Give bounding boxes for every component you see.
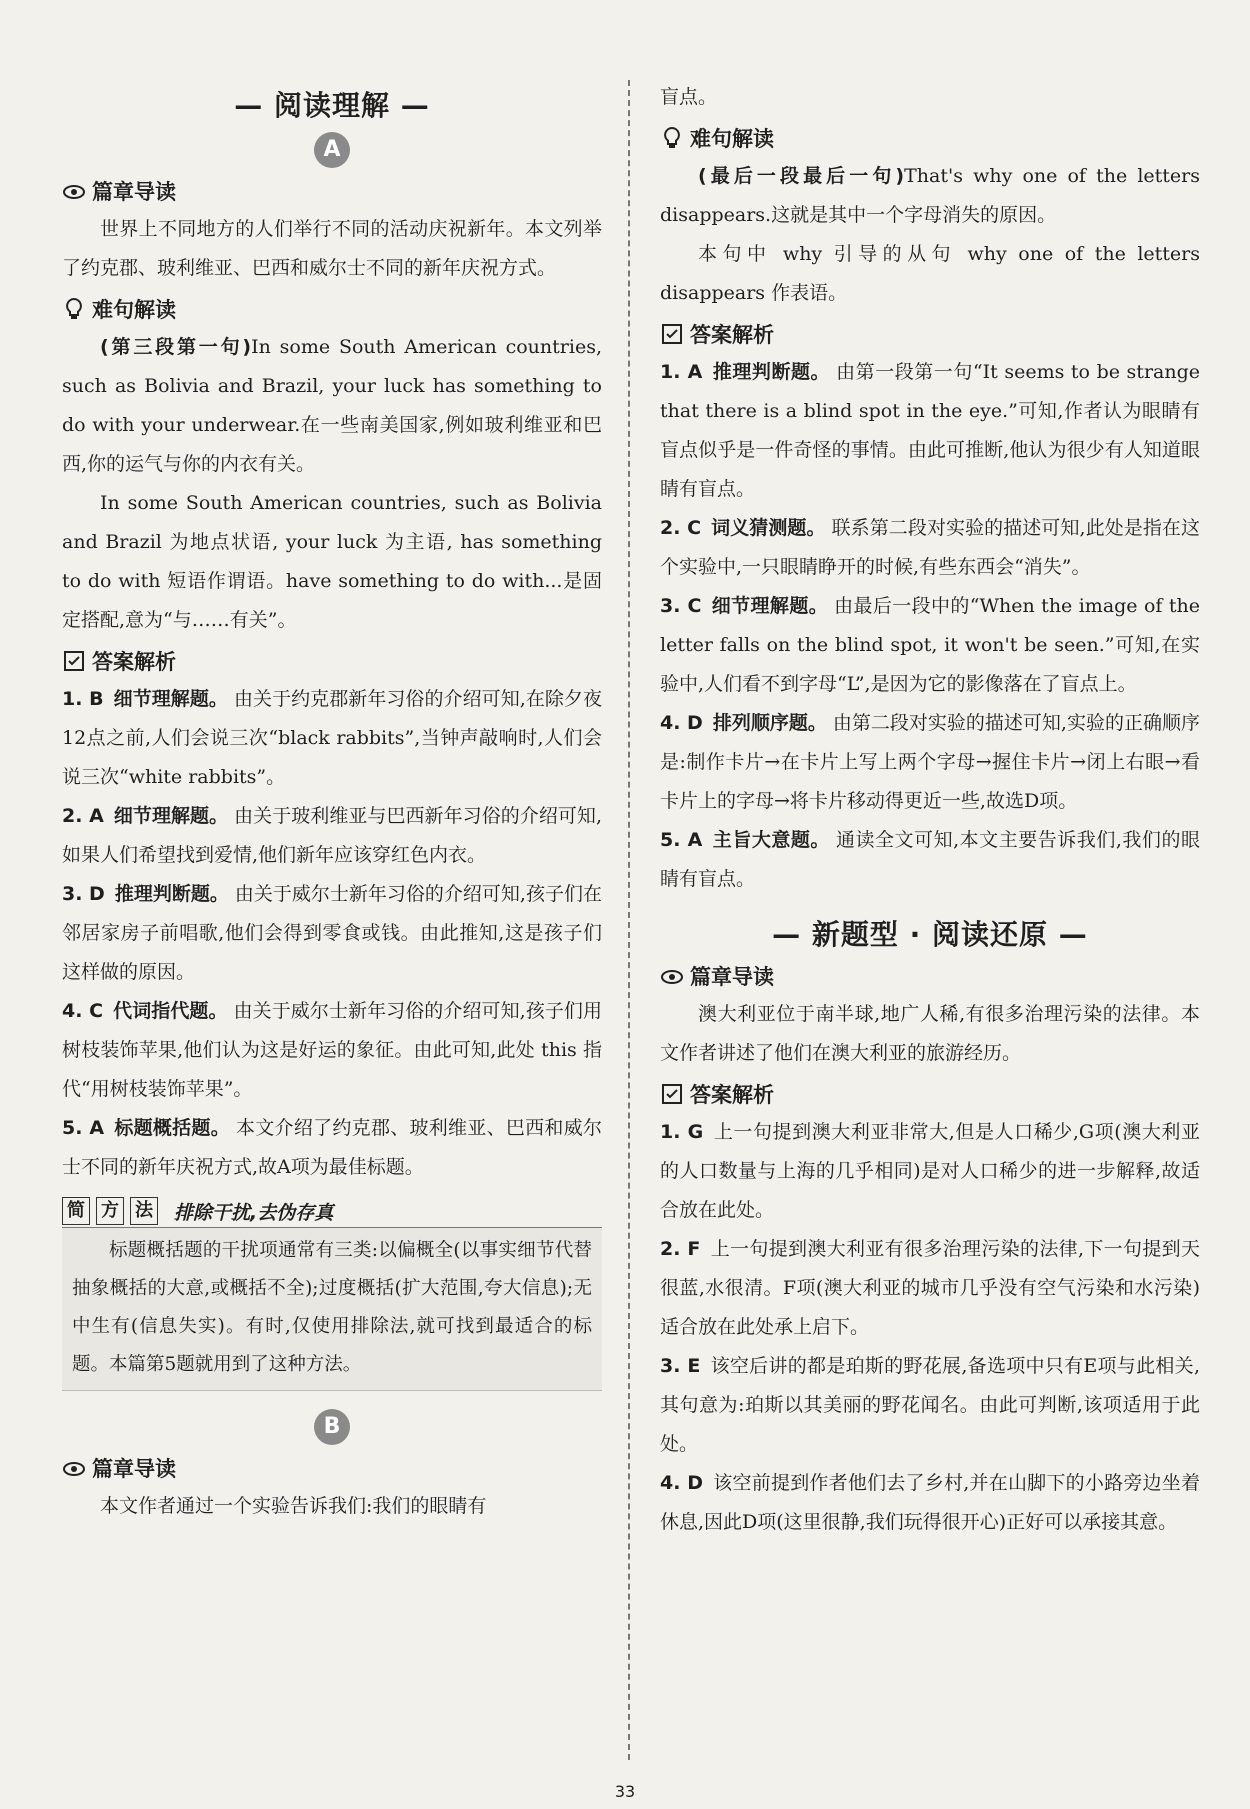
answer-heading: 答案解析 [660,1079,1200,1109]
hard-analysis: In some South American countries, such as Bolivia and Brazil 为地点状语, your luck 为主语, has something to do with 短语作谓语。have something to do with...是固定搭配,意为“与……有关”。 [62,492,602,631]
answer-item: 4. C 代词指代题。 由关于威尔士新年习俗的介绍可知,孩子们用树枝装饰苹果,他们认为这是好运的象征。由此可知,此处 this 指代“用树枝装饰苹果”。 [62,1000,602,1100]
lightbulb-icon [660,126,684,150]
checkbox-icon [660,1082,684,1106]
hard-analysis: 本句中 why 引导的从句 why one of the letters disappears 作表语。 [660,243,1200,304]
intro-text: 澳大利亚位于南半球,地广人稀,有很多治理污染的法律。本文作者讲述了他们在澳大利亚的旅游经历。 [660,1003,1200,1064]
answer-item: 1. G 上一句提到澳大利亚非常大,但是人口稀少,G项(澳大利亚的人口数量与上海的几乎相同)是对人口稀少的进一步解释,故适合放在此处。 [660,1121,1200,1221]
intro-text: 世界上不同地方的人们举行不同的活动庆祝新年。本文列举了约克郡、玻利维亚、巴西和威尔士不同的新年庆祝方式。 [62,218,602,279]
left-column [62,78,602,1526]
answer-item: 4. D 该空前提到作者他们去了乡村,并在山脚下的小路旁边坐着休息,因此D项(这里很静,我们玩得很开心)正好可以承接其意。 [660,1472,1201,1533]
tip-box: 法 [130,1197,158,1225]
hard-sentence-heading: 难句解读 [660,123,1200,153]
answer-item: 3. E 该空后讲的都是珀斯的野花展,备选项中只有E项与此相关,其句意为:珀斯以其美丽的野花闻名。由此可判断,该项适用于此处。 [660,1355,1200,1455]
answer-item: 3. C 细节理解题。 由最后一段中的“When the image of the letter falls on the blind spot, it won't be seen.”可知,在实验中,人们看不到字母“L”,是因为它的影像落在了盲点上。 [660,595,1200,695]
eye-icon [62,179,86,203]
answer-item: 3. D 推理判断题。 由关于威尔士新年习俗的介绍可知,孩子们在邻居家房子前唱歌,他们会得到零食或钱。由此推知,这是孩子们这样做的原因。 [62,883,602,983]
section-title-new-type: — 新题型 · 阅读还原 — [772,918,1088,951]
checkbox-icon [660,322,684,346]
answer-item: 5. A 主旨大意题。 通读全文可知,本文主要告诉我们,我们的眼睛有盲点。 [660,829,1200,890]
intro-heading: 篇章导读 [62,176,602,206]
intro-b-text: 本文作者通过一个实验告诉我们:我们的眼睛有 [100,1495,487,1517]
answer-item: 2. A 细节理解题。 由关于玻利维亚与巴西新年习俗的介绍可知,如果人们希望找到爱情,他们新年应该穿红色内衣。 [62,805,602,866]
tip-box: 方 [96,1197,124,1225]
passage-badge-a: A [314,132,350,168]
column-divider [628,80,630,1760]
right-column [660,78,1200,1542]
answer-heading: 答案解析 [62,646,602,676]
section-title-reading: — 阅读理解 — [234,89,430,122]
page-number: 33 [614,1782,636,1801]
answer-item: 4. D 排列顺序题。 由第二段对实验的描述可知,实验的正确顺序是:制作卡片→在卡片上写上两个字母→握住卡片→闭上右眼→看卡片上的字母→将卡片移动得更近一些,故选D项。 [660,712,1200,812]
eye-icon [660,964,684,988]
hard-sentence-heading: 难句解读 [62,294,602,324]
answer-item: 2. C 词义猜测题。 联系第二段对实验的描述可知,此处是指在这个实验中,一只眼睛睁开的时候,有些东西会“消失”。 [660,517,1200,578]
tip-text: 标题概括题的干扰项通常有三类:以偏概全(以事实细节代替抽象概括的大意,或概括不全);过度概括(扩大范围,夸大信息);无中生有(信息失实)。有时,仅使用排除法,就可找到最适合的标题。本篇第5题就用到了这种方法。 [72,1240,592,1375]
intro-heading-b: 篇章导读 [62,1453,602,1483]
answer-item: 1. B 细节理解题。 由关于约克郡新年习俗的介绍可知,在除夕夜12点之前,人们会说三次“black rabbits”,当钟声敲响时,人们会说三次“white rabbits”。 [62,688,602,788]
passage-badge-b: B [314,1409,350,1445]
answer-heading: 答案解析 [660,319,1200,349]
answer-item: 1. A 推理判断题。 由第一段第一句“It seems to be strange that there is a blind spot in the eye.”可知,作者认为眼睛有盲点似乎是一件奇怪的事情。由此可推断,他认为很少有人知道眼睛有盲点。 [660,361,1200,500]
eye-icon [62,1456,86,1480]
hard-sentence: (第三段第一句)In some South American countries, such as Bolivia and Brazil, your luck has something to do with your underwear.在一些南美国家,例如玻利维亚和巴西,你的运气与你的内衣有关。 [62,336,602,475]
intro-heading: 篇章导读 [660,961,1200,991]
answer-item: 2. F 上一句提到澳大利亚有很多治理污染的法律,下一句提到天很蓝,水很清。F项(澳大利亚的城市几乎没有空气污染和水污染)适合放在此处承上启下。 [660,1238,1200,1338]
tip-box: 简 [62,1197,90,1225]
checkbox-icon [62,649,86,673]
tip-slogan: 排除干扰,去伪存真 [174,1201,334,1224]
method-tip-header [62,1197,602,1228]
hard-sentence: (最后一段最后一句)That's why one of the letters disappears.这就是其中一个字母消失的原因。 [660,165,1200,226]
intro-b-continued: 盲点。 [660,86,718,108]
lightbulb-icon [62,297,86,321]
answer-item: 5. A 标题概括题。 本文介绍了约克郡、玻利维亚、巴西和威尔士不同的新年庆祝方式,故A项为最佳标题。 [62,1117,602,1178]
method-tip-body [62,1228,602,1391]
